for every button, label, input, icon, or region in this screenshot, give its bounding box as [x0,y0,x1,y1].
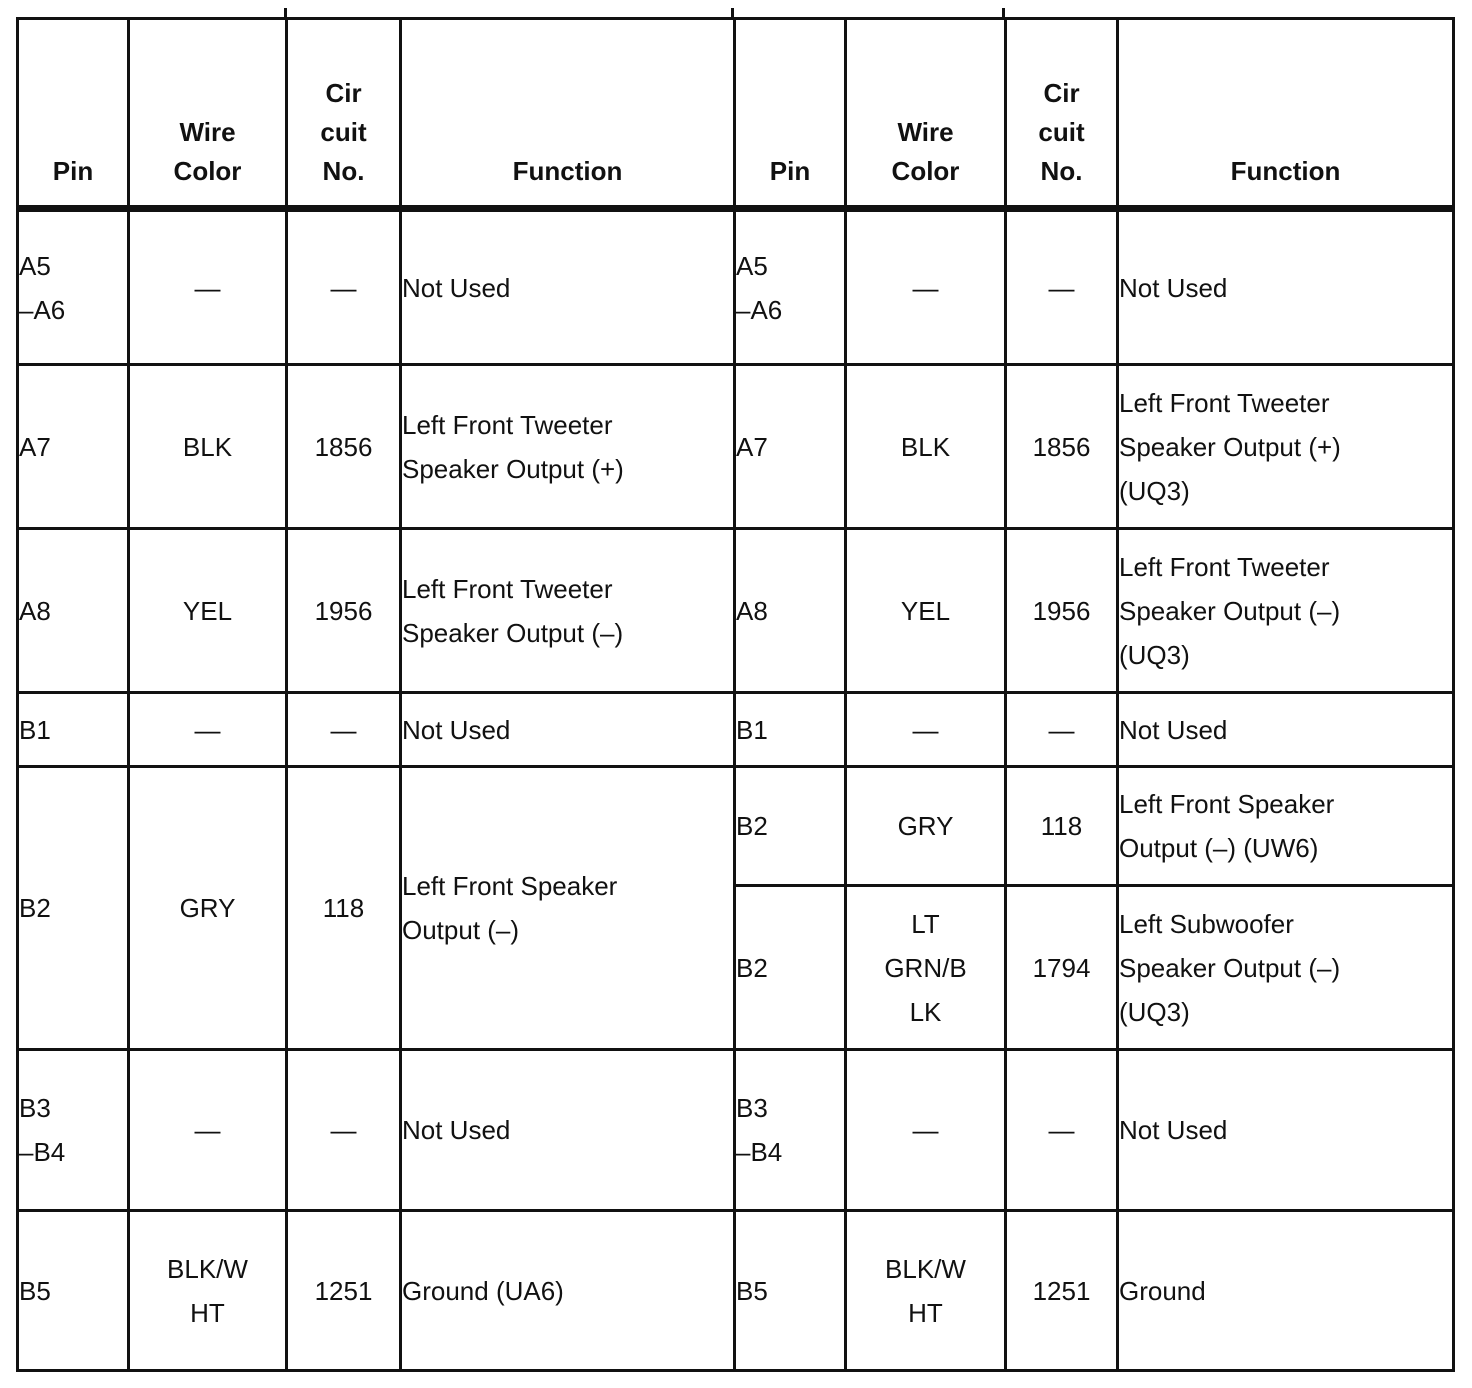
table-row [18,693,1454,767]
header-function-left: Function [401,19,735,209]
circuit-cell: — [287,693,401,767]
circuit-cell: 1856 [1006,365,1118,529]
wire-color-cell: — [846,1050,1006,1211]
pin-cell: A7 [18,365,129,529]
pin-cell: A5 –A6 [735,209,846,365]
function-cell: Ground (UA6) [401,1211,735,1371]
circuit-cell: 1251 [1006,1211,1118,1371]
pin-cell: A7 [735,365,846,529]
table-row [18,1050,1454,1211]
pin-cell: A5 –A6 [18,209,129,365]
function-cell: Left Front Tweeter Speaker Output (–) [401,529,735,693]
wire-color-cell: BLK [129,365,287,529]
function-cell: Left Front Tweeter Speaker Output (+) [401,365,735,529]
function-cell: Left Front Tweeter Speaker Output (–) (UQ3) [1118,529,1454,693]
header-circuit-no-left: Cir cuit No. [287,19,401,209]
pin-cell: A8 [735,529,846,693]
circuit-cell: 1251 [287,1211,401,1371]
circuit-cell: 1856 [287,365,401,529]
pin-cell: B2 [18,767,129,1050]
circuit-cell: 1794 [1006,886,1118,1050]
pin-cell: B2 [735,767,846,886]
circuit-cell: — [1006,1050,1118,1211]
function-cell: Ground [1118,1211,1454,1371]
pin-cell: A8 [18,529,129,693]
circuit-cell: 1956 [1006,529,1118,693]
function-cell: Not Used [1118,693,1454,767]
function-cell: Not Used [401,1050,735,1211]
pin-cell: B3 –B4 [735,1050,846,1211]
table-row [18,209,1454,365]
header-wire-color-left: Wire Color [129,19,287,209]
wire-color-cell: LT GRN/B LK [846,886,1006,1050]
circuit-cell: — [287,209,401,365]
header-pin-left: Pin [18,19,129,209]
circuit-cell: 118 [1006,767,1118,886]
table-row [18,1211,1454,1371]
pin-cell: B1 [735,693,846,767]
wire-color-cell: BLK [846,365,1006,529]
function-cell: Left Subwoofer Speaker Output (–) (UQ3) [1118,886,1454,1050]
wire-color-cell: YEL [846,529,1006,693]
function-cell: Not Used [1118,209,1454,365]
table-row [18,529,1454,693]
connector-pinout-table [16,17,1455,1372]
pin-cell: B2 [735,886,846,1050]
pin-cell: B5 [18,1211,129,1371]
pin-cell: B3 –B4 [18,1050,129,1211]
circuit-cell: — [287,1050,401,1211]
wire-color-cell: — [846,693,1006,767]
circuit-cell: — [1006,209,1118,365]
header-circuit-no-right: Cir cuit No. [1006,19,1118,209]
table-row [18,365,1454,529]
pin-cell: B5 [735,1211,846,1371]
header-function-right: Function [1118,19,1454,209]
wire-color-cell: — [129,1050,287,1211]
wire-color-cell: — [846,209,1006,365]
pin-cell: B1 [18,693,129,767]
function-cell: Not Used [1118,1050,1454,1211]
function-cell: Left Front Speaker Output (–) (UW6) [1118,767,1454,886]
circuit-cell: — [1006,693,1118,767]
circuit-cell: 1956 [287,529,401,693]
function-cell: Left Front Tweeter Speaker Output (+) (UQ3) [1118,365,1454,529]
wire-color-cell: BLK/W HT [846,1211,1006,1371]
header-row [18,19,1454,209]
function-cell: Not Used [401,209,735,365]
function-cell: Not Used [401,693,735,767]
header-pin-right: Pin [735,19,846,209]
wire-color-cell: BLK/W HT [129,1211,287,1371]
function-cell: Left Front Speaker Output (–) [401,767,735,1050]
circuit-cell: 118 [287,767,401,1050]
table-row [18,767,1454,886]
wire-color-cell: GRY [129,767,287,1050]
wire-color-cell: YEL [129,529,287,693]
wire-color-cell: GRY [846,767,1006,886]
wire-color-cell: — [129,693,287,767]
header-wire-color-right: Wire Color [846,19,1006,209]
wire-color-cell: — [129,209,287,365]
